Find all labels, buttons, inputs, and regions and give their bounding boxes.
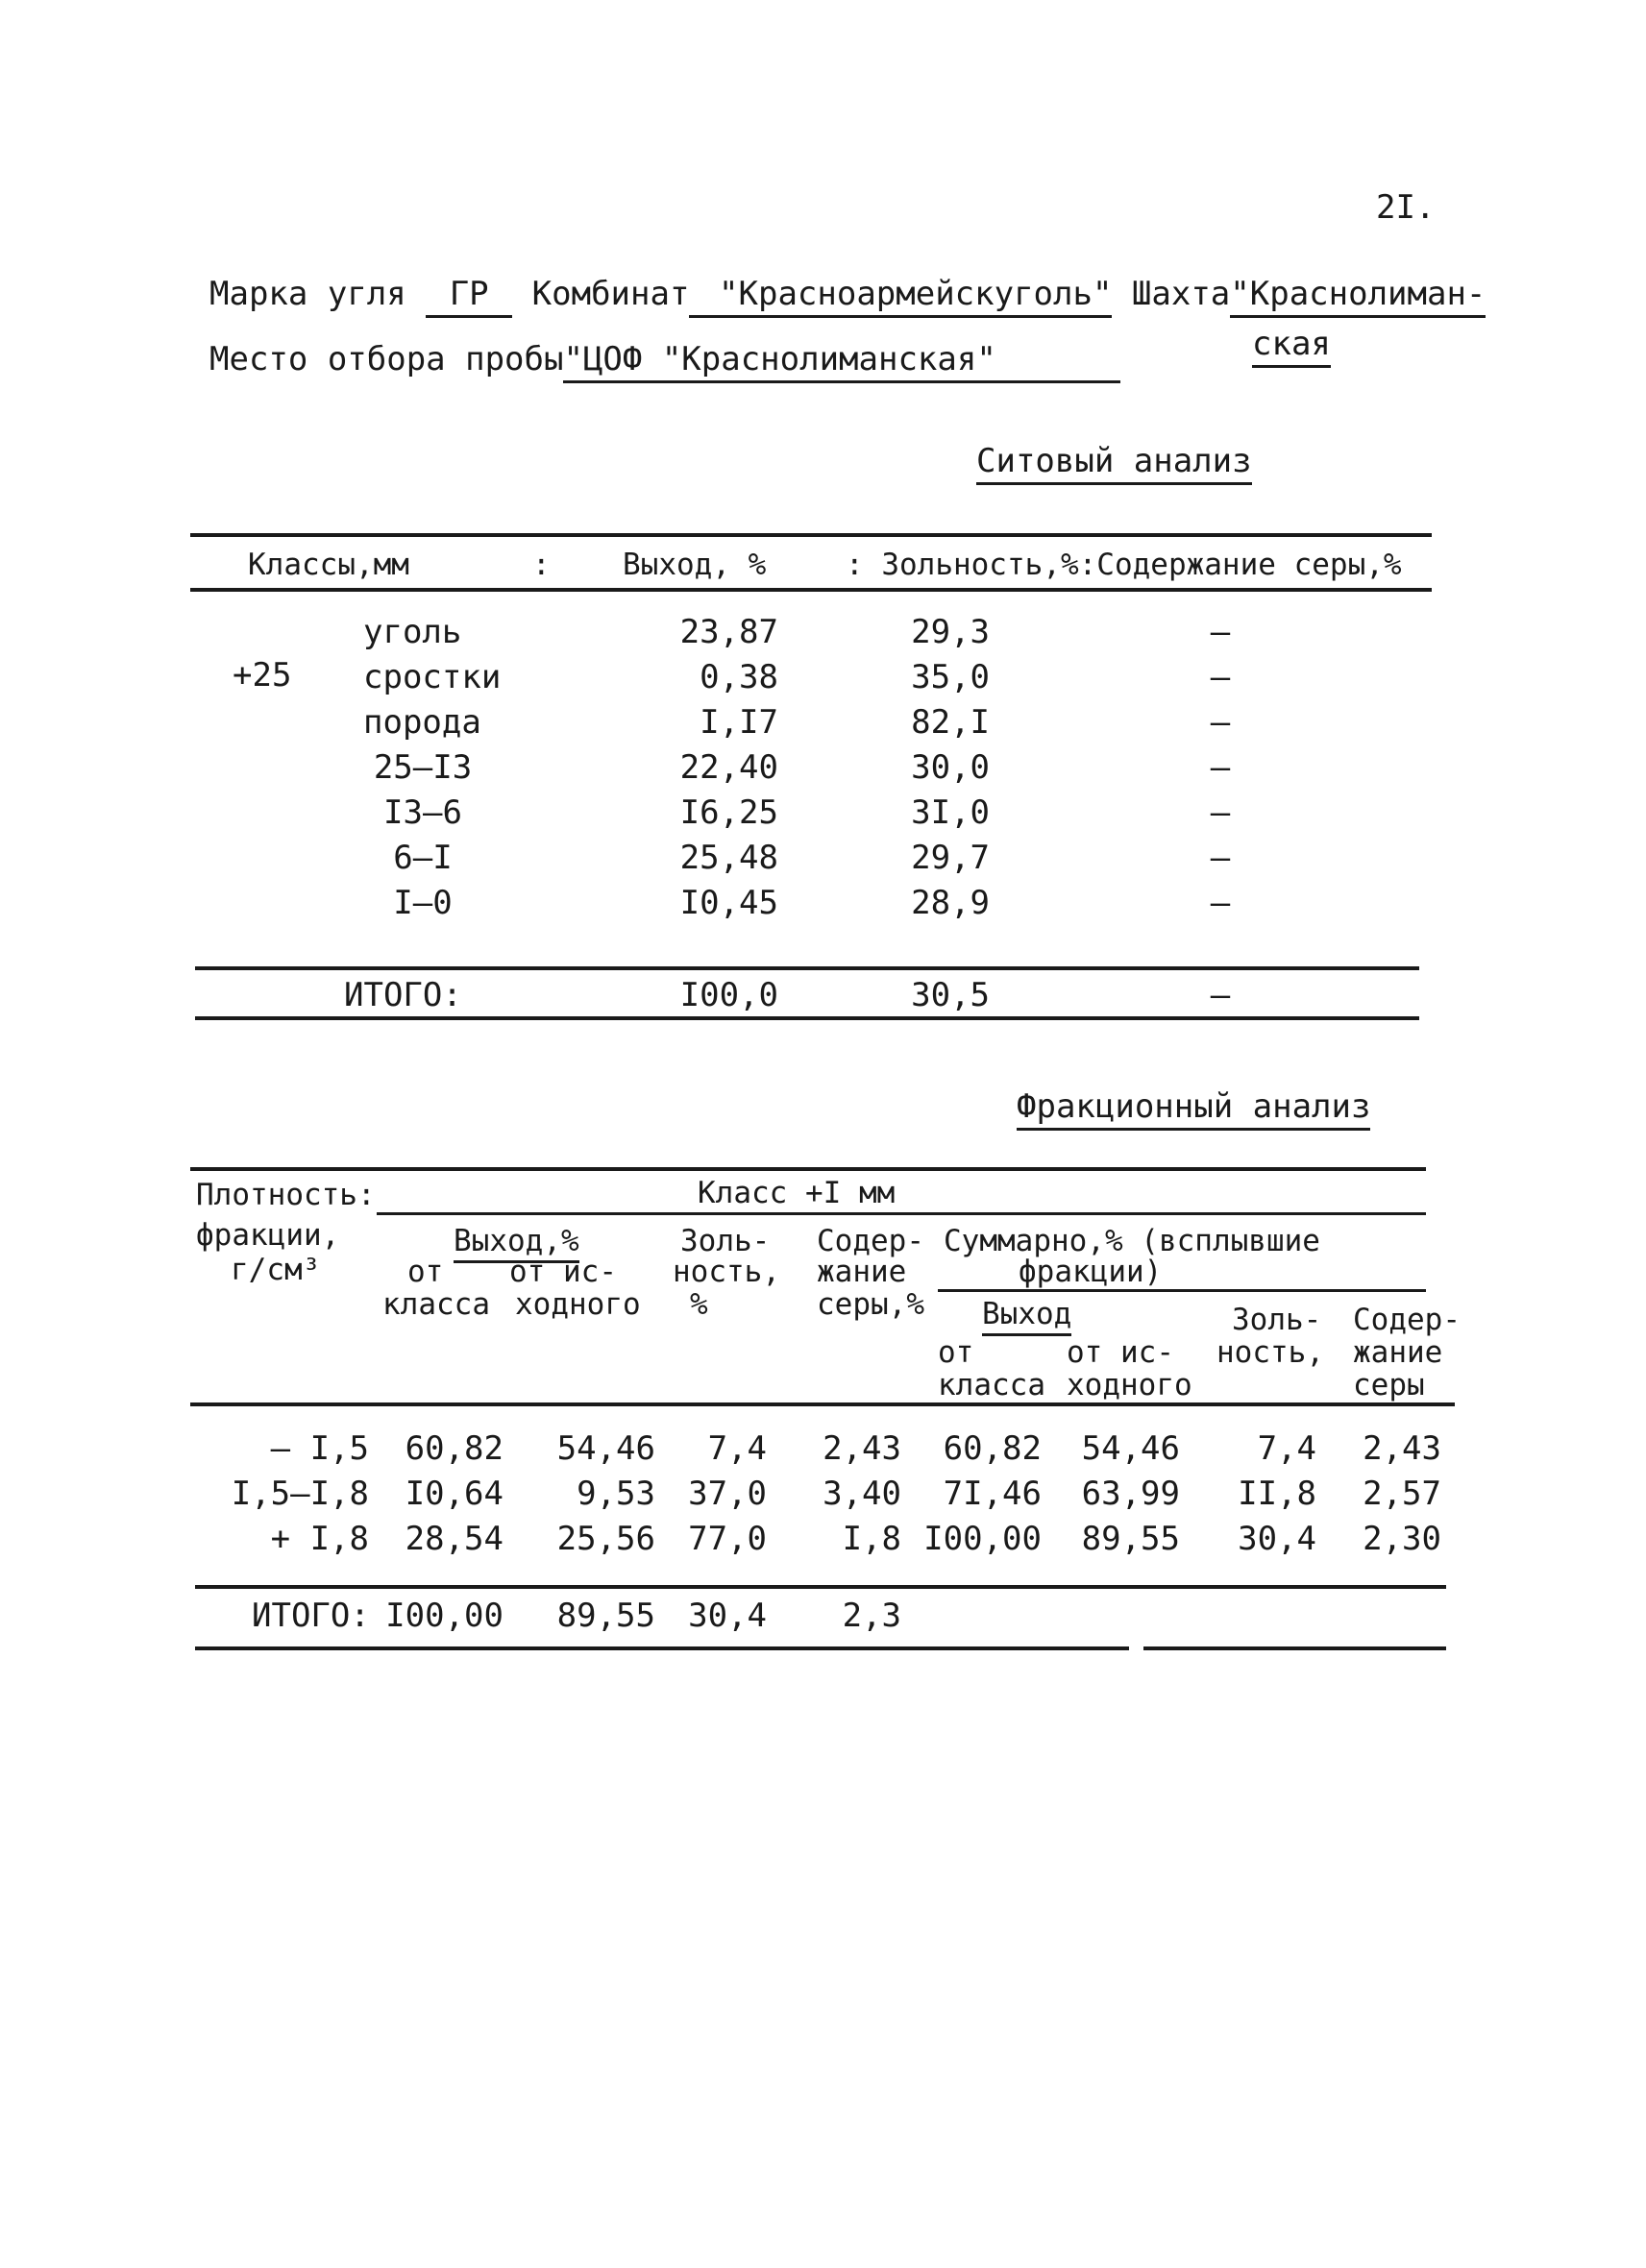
- sieve-group-label: +25: [233, 656, 292, 695]
- sieve-total-ash: 30,5: [911, 976, 990, 1014]
- sieve-col-ash-sulfur: : Зольность,%:Содержание серы,%: [846, 548, 1402, 582]
- fraction-total-bottom-rule-left: [195, 1646, 1129, 1650]
- fraction-class-rule: [377, 1212, 1426, 1215]
- sieve-total-sulfur: –: [1210, 976, 1231, 1014]
- sieve-row-yield: 0,38: [700, 658, 778, 696]
- fraction-row-c4: I,8: [842, 1520, 901, 1558]
- fraction-row-c1: 28,54: [405, 1520, 504, 1558]
- sieve-row-sulfur: –: [1210, 703, 1231, 742]
- fraction-row-c4: 3,40: [823, 1475, 901, 1513]
- sieve-analysis-title: Ситовый анализ: [976, 442, 1252, 485]
- fraction-row-c7: 7,4: [1257, 1429, 1316, 1468]
- sieve-row-ash: 3I,0: [911, 793, 990, 832]
- page-number: 2I.: [1376, 188, 1436, 227]
- sieve-row-class: 25–I3: [373, 748, 473, 787]
- fraction-row-c3: 7,4: [707, 1429, 767, 1468]
- sieve-row-yield: I6,25: [679, 793, 778, 832]
- sieve-total-top-rule: [195, 966, 1419, 970]
- sampling-place-value: "ЦОФ "Краснолиманская": [563, 340, 1120, 383]
- sieve-col-yield: Выход, %: [623, 548, 767, 582]
- fraction-row-c7: II,8: [1238, 1475, 1316, 1513]
- fraction-row-c6: 54,46: [1081, 1429, 1180, 1468]
- fraction-row-c6: 89,55: [1081, 1520, 1180, 1558]
- sieve-row-class: сростки: [363, 658, 502, 696]
- fraction-row-c4: 2,43: [823, 1429, 901, 1468]
- fraction-row-c5: 60,82: [943, 1429, 1042, 1468]
- sieve-row-sulfur: –: [1210, 658, 1231, 696]
- fraction-row-c5: 7I,46: [943, 1475, 1042, 1513]
- fraction-row-c2: 25,56: [556, 1520, 655, 1558]
- fraction-total-c2: 89,55: [556, 1597, 655, 1635]
- sieve-row-ash: 82,I: [911, 703, 990, 742]
- sieve-row-sulfur: –: [1210, 793, 1231, 832]
- sieve-row-yield: I0,45: [679, 884, 778, 922]
- sieve-row-class: 6–I: [393, 839, 453, 877]
- mine-value: "Краснолиман-: [1230, 275, 1486, 318]
- sieve-total-yield: I00,0: [679, 976, 778, 1014]
- combine-label: Комбинат: [531, 275, 690, 313]
- sieve-row-yield: 25,48: [679, 839, 778, 877]
- sieve-row-sulfur: –: [1210, 613, 1231, 651]
- sieve-total-bottom-rule: [195, 1016, 1419, 1020]
- fraction-row-c2: 54,46: [556, 1429, 655, 1468]
- fraction-row-c2: 9,53: [577, 1475, 655, 1513]
- fraction-table-top-rule: [190, 1167, 1426, 1171]
- header-line-1: [209, 275, 1486, 318]
- fraction-row-c8: 2,57: [1363, 1475, 1441, 1513]
- fraction-row-c1: 60,82: [405, 1429, 504, 1468]
- coal-brand-value: ГР: [426, 275, 512, 318]
- sieve-header-rule: [190, 588, 1432, 592]
- sieve-row-yield: I,I7: [700, 703, 778, 742]
- combine-value: "Красноармейскуголь": [689, 275, 1112, 318]
- fraction-class-label: Класс +I мм: [698, 1176, 896, 1210]
- fraction-row-density: – I,5: [270, 1429, 369, 1468]
- sieve-row-class: I3–6: [383, 793, 462, 832]
- sieve-row-sulfur: –: [1210, 839, 1231, 877]
- coal-brand-label: Марка угля: [209, 275, 406, 313]
- fraction-summary-label: Суммарно,% (всплывшие: [944, 1224, 1320, 1258]
- sieve-row-class: I–0: [393, 884, 453, 922]
- fraction-row-c3: 37,0: [688, 1475, 767, 1513]
- mine-label: Шахта: [1131, 275, 1231, 313]
- fraction-summary-rule: [938, 1289, 1426, 1292]
- fraction-row-density: + I,8: [270, 1520, 369, 1558]
- fraction-total-bottom-rule-right: [1143, 1646, 1446, 1650]
- sieve-table-top-rule: [190, 533, 1432, 537]
- fraction-row-c1: I0,64: [405, 1475, 504, 1513]
- sieve-row-yield: 22,40: [679, 748, 778, 787]
- fraction-row-c6: 63,99: [1081, 1475, 1180, 1513]
- sieve-row-class: порода: [363, 703, 481, 742]
- sieve-row-sulfur: –: [1210, 884, 1231, 922]
- fraction-row-c3: 77,0: [688, 1520, 767, 1558]
- fraction-total-label: ИТОГО:: [252, 1597, 370, 1635]
- sieve-row-yield: 23,87: [679, 613, 778, 651]
- sieve-row-ash: 29,7: [911, 839, 990, 877]
- sieve-row-sulfur: –: [1210, 748, 1231, 787]
- fraction-yield-label: Выход,%: [454, 1224, 579, 1263]
- fraction-row-density: I,5–I,8: [231, 1475, 369, 1513]
- sieve-col-sep: :: [532, 548, 551, 582]
- fraction-row-c7: 30,4: [1238, 1520, 1316, 1558]
- fraction-row-c8: 2,43: [1363, 1429, 1441, 1468]
- fraction-total-c1: I00,00: [385, 1597, 504, 1635]
- sieve-row-ash: 35,0: [911, 658, 990, 696]
- sieve-row-ash: 28,9: [911, 884, 990, 922]
- sieve-row-ash: 30,0: [911, 748, 990, 787]
- fraction-row-c8: 2,30: [1363, 1520, 1441, 1558]
- fraction-total-c4: 2,3: [842, 1597, 901, 1635]
- fraction-total-top-rule: [195, 1585, 1446, 1589]
- fraction-row-c5: I00,00: [923, 1520, 1042, 1558]
- fraction-header-bottom-rule: [190, 1402, 1455, 1406]
- mine-value-continued: ская: [1252, 325, 1331, 363]
- sieve-col-class: Классы,мм: [248, 548, 409, 582]
- sampling-place-label: Место отбора пробы: [209, 340, 564, 378]
- sieve-row-ash: 29,3: [911, 613, 990, 651]
- fraction-total-c3: 30,4: [688, 1597, 767, 1635]
- fraction-analysis-title: Фракционный анализ: [1017, 1087, 1370, 1131]
- header-line-2: [209, 340, 1120, 383]
- sieve-total-label: ИТОГО:: [344, 976, 462, 1014]
- sieve-row-class: уголь: [363, 613, 462, 651]
